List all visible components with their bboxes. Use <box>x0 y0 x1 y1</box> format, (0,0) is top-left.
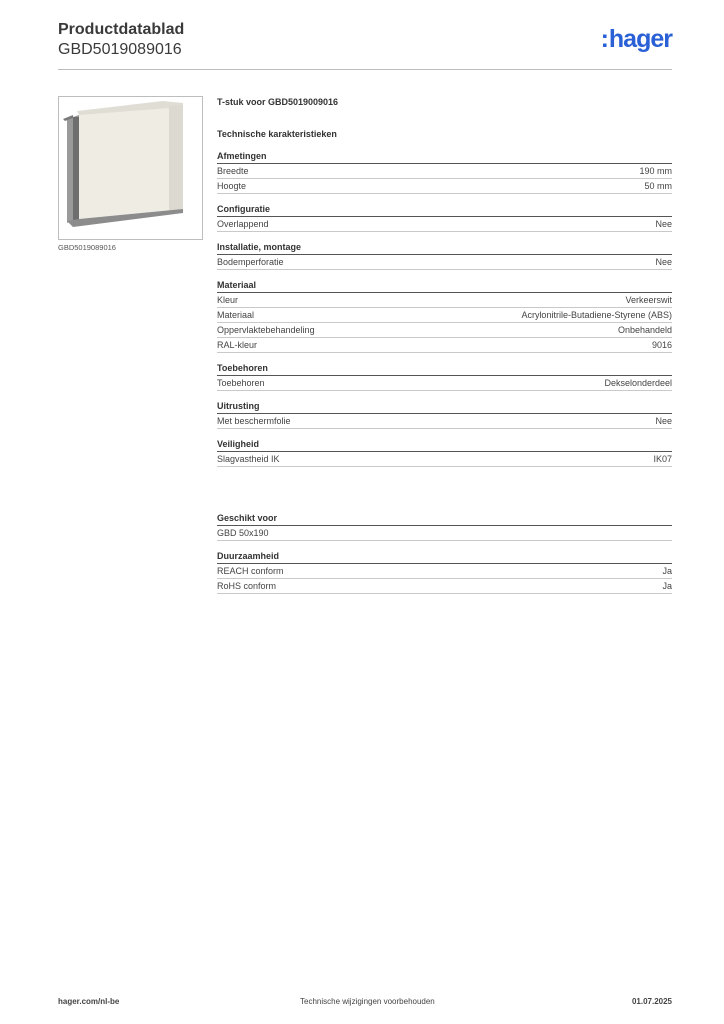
spec-value: 190 mm <box>639 166 672 176</box>
spec-row <box>217 452 672 467</box>
spec-row <box>217 414 672 429</box>
spec-value: Ja <box>662 581 672 591</box>
page-title: Productdatablad <box>58 21 185 38</box>
hager-logo <box>601 25 672 54</box>
spec-group-title: Materiaal <box>217 279 672 293</box>
spec-group <box>217 241 672 270</box>
spec-row <box>217 255 672 270</box>
spec-group <box>217 438 672 467</box>
spec-label: Breedte <box>217 166 249 176</box>
spec-row <box>217 526 672 541</box>
spec-value: Nee <box>655 416 672 426</box>
logo-text: hager <box>608 25 672 53</box>
footer-website: hager.com/nl-be <box>58 997 120 1006</box>
spec-value: Acrylonitrile-Butadiene-Styrene (ABS) <box>521 310 672 320</box>
image-caption: GBD5019089016 <box>58 243 116 252</box>
product-photo-t-piece-icon <box>59 97 202 239</box>
spec-row <box>217 164 672 179</box>
spec-group <box>217 550 672 594</box>
section-title: Technische karakteristieken <box>217 129 337 139</box>
spec-row <box>217 338 672 353</box>
page-header <box>58 21 672 70</box>
spec-label: Met beschermfolie <box>217 416 291 426</box>
spec-value: Ja <box>662 566 672 576</box>
spec-label: RoHS conform <box>217 581 277 591</box>
spec-value: 9016 <box>651 340 672 350</box>
spec-label: Toebehoren <box>217 378 265 388</box>
spec-sheet <box>217 95 672 594</box>
spec-row <box>217 376 672 391</box>
spec-group-title: Configuratie <box>217 203 672 217</box>
spec-group-title: Geschikt voor <box>217 512 672 526</box>
spec-group-title: Duurzaamheid <box>217 550 672 564</box>
spec-row <box>217 564 672 579</box>
spec-row <box>217 293 672 308</box>
spec-value: Onbehandeld <box>617 325 672 335</box>
spec-value: Verkeerswit <box>625 295 672 305</box>
spec-row <box>217 308 672 323</box>
spec-group <box>217 150 672 194</box>
spec-row <box>217 323 672 338</box>
spec-groups <box>217 150 672 594</box>
spec-group-title: Uitrusting <box>217 400 672 414</box>
spec-label: REACH conform <box>217 566 284 576</box>
spec-group <box>217 400 672 429</box>
spec-label: Bodemperforatie <box>217 257 284 267</box>
spec-label: RAL-kleur <box>217 340 258 350</box>
spec-label: Slagvastheid IK <box>217 454 280 464</box>
spec-label: Materiaal <box>217 310 255 320</box>
spec-value: IK07 <box>653 454 672 464</box>
spec-group <box>217 203 672 232</box>
spec-label: Oppervlaktebehandeling <box>217 325 315 335</box>
spec-value: 50 mm <box>644 181 672 191</box>
footer-date: 01.07.2025 <box>631 997 672 1006</box>
spec-group <box>217 362 672 391</box>
page-footer <box>58 997 672 1009</box>
spec-row <box>217 217 672 232</box>
logo-colon: : <box>600 25 608 53</box>
spec-value: Dekselonderdeel <box>604 378 672 388</box>
spec-group-title: Veiligheid <box>217 438 672 452</box>
spec-row <box>217 579 672 594</box>
spec-value: Nee <box>655 257 672 267</box>
spec-value: Nee <box>655 219 672 229</box>
spec-group <box>217 279 672 353</box>
spec-group <box>217 512 672 541</box>
spec-group-title: Afmetingen <box>217 150 672 164</box>
group-spacer <box>217 467 672 501</box>
footer-notice: Technische wijzigingen voorbehouden <box>300 997 435 1006</box>
spec-label: Overlappend <box>217 219 269 229</box>
spec-row <box>217 179 672 194</box>
spec-group-title: Installatie, montage <box>217 241 672 255</box>
spec-label: Hoogte <box>217 181 247 191</box>
product-title: T-stuk voor GBD5019009016 <box>217 97 339 107</box>
spec-label: GBD 50x190 <box>217 528 269 538</box>
spec-label: Kleur <box>217 295 239 305</box>
product-image <box>58 96 203 240</box>
product-code: GBD5019089016 <box>58 41 182 58</box>
spec-group-title: Toebehoren <box>217 362 672 376</box>
